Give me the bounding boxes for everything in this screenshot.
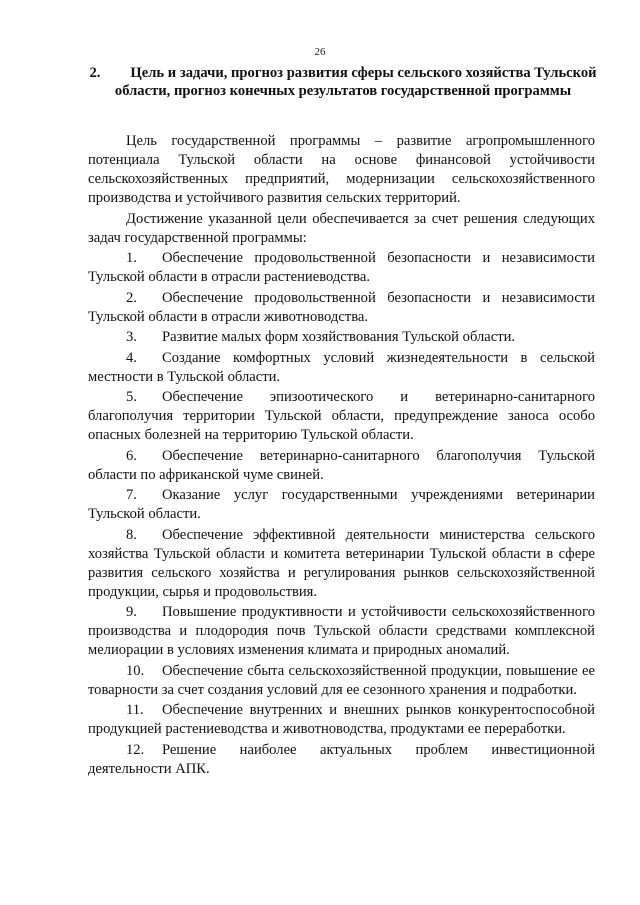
list-item [88, 486, 595, 524]
list-item [88, 701, 595, 739]
list-item-number: 7. [126, 487, 137, 504]
list-item-text: Обеспечение ветеринарно-санитарного благополучия Тульской области по африканской чуме свиней. [88, 447, 595, 483]
list-item [88, 289, 595, 327]
list-item-number: 12. [126, 741, 145, 758]
page-number: 26 [314, 46, 326, 58]
paragraph: Цель государственной программы – развитие агропромышленного потенциала Тульской области на основе финансовой устойчивости сельскохозяйственных предприятий, модернизации сельскохозяйственного производства и устойчивого развития сельских территорий. [88, 133, 595, 207]
list-item-text: Обеспечение продовольственной безопасности и независимости Тульской области в отрасли животноводства. [88, 289, 595, 325]
section-number: 2. [89, 65, 101, 81]
section-title: Цель и задачи, прогноз развития сферы сельского хозяйства Тульской области, прогноз конечных результатов государственной программы [114, 65, 597, 99]
list-item-text: Обеспечение продовольственной безопасности и независимости Тульской области в отрасли растениеводства. [88, 250, 595, 286]
list-item-text: Развитие малых форм хозяйствования Тульской области. [162, 329, 516, 346]
list-item-text: Обеспечение эффективной деятельности министерства сельского хозяйства Тульской области и комитета ветеринарии Тульской области в сфере развития сельского хозяйства и регулирования рынков сельскохозяйственной продукции, сырья и продовольствия. [88, 526, 595, 600]
list-item-text: Решение наиболее актуальных проблем инвестиционной деятельности АПК. [88, 741, 595, 777]
list-item-number: 9. [126, 604, 137, 621]
list-item [88, 388, 595, 445]
document-body [88, 132, 595, 779]
list-item-number: 2. [126, 289, 137, 306]
list-item-number: 6. [126, 447, 137, 464]
list-item-number: 3. [126, 329, 137, 346]
list-item [88, 603, 595, 660]
list-item [88, 526, 595, 602]
list-item [88, 249, 595, 287]
list-item-text: Обеспечение эпизоотического и ветеринарно-санитарного благополучия территории Тульской области, предупреждение заноса особо опасных болезней на территорию Тульской области. [88, 389, 595, 444]
list-item-text: Повышение продуктивности и устойчивости сельскохозяйственного производства и плодородия почв Тульской области средствами комплексной мелиорации в условиях изменения климата и природных аномалий. [88, 604, 595, 659]
list-item-number: 11. [126, 702, 144, 719]
list-item-text: Создание комфортных условий жизнедеятельности в сельской местности в Тульской области. [88, 349, 595, 385]
list-item-text: Обеспечение сбыта сельскохозяйственной продукции, повышение ее товарности за счет создания условий для ее сезонного хранения и подработки. [88, 662, 595, 698]
paragraph: Достижение указанной цели обеспечивается за счет решения следующих задач государственной программы: [88, 210, 595, 246]
section-heading [88, 64, 598, 100]
list-item-number: 1. [126, 250, 137, 267]
list-item-text: Обеспечение внутренних и внешних рынков конкурентоспособной продукцией растениеводства и животноводства, продуктами ее переработки. [88, 702, 595, 738]
list-item-number: 4. [126, 349, 137, 366]
list-item [88, 349, 595, 387]
list-item [88, 662, 595, 700]
list-item-text: Оказание услуг государственными учреждениями ветеринарии Тульской области. [88, 487, 595, 523]
list-item [88, 447, 595, 485]
list-item [88, 328, 595, 347]
list-item-number: 5. [126, 389, 137, 405]
list-item [88, 741, 595, 779]
list-item-number: 8. [126, 526, 137, 543]
list-item-number: 10. [126, 662, 145, 679]
